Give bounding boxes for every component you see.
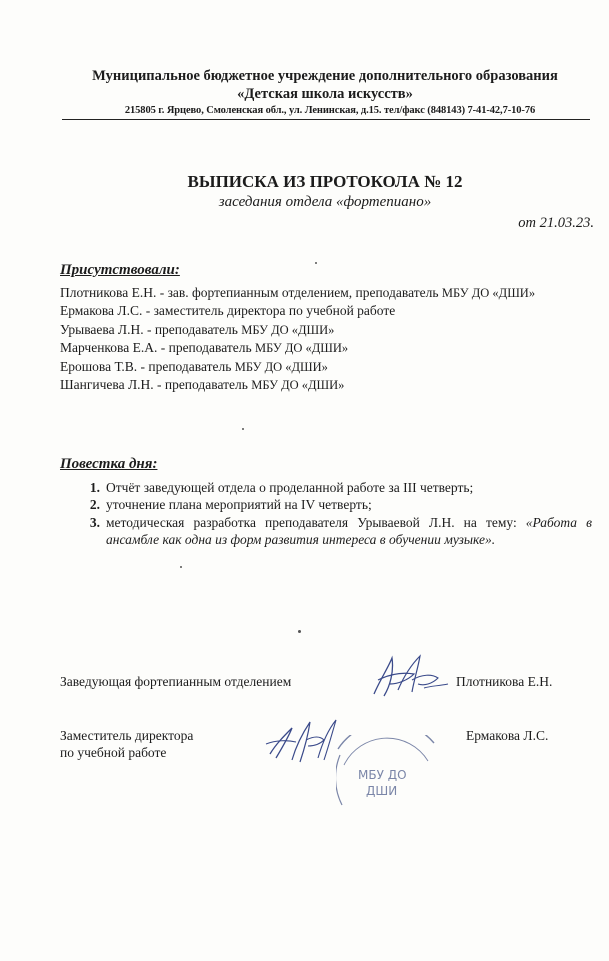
attendee-org: МБУ ДО «ДШИ»	[241, 322, 335, 337]
agenda-item	[60, 496, 592, 513]
scan-speck	[298, 630, 301, 633]
org-name: Муниципальное бюджетное учреждение дополнительного образования	[92, 68, 558, 84]
attendee-org: МБУ ДО «ДШИ»	[251, 378, 345, 393]
attendee-org: МБУ ДО «ДШИ»	[255, 341, 349, 356]
document-subtitle: заседания отдела «фортепиано»	[218, 194, 432, 210]
org-address: 215805 г. Ярцево, Смоленская обл., ул. Ленинская, д.15. тел/факс (848143) 7-41-42,7-10-76	[124, 105, 536, 116]
agenda-item	[60, 479, 592, 496]
agenda-number: 3.	[89, 514, 100, 530]
agenda-text: Отчёт заведующей отдела о проделанной работе за III четверть;	[106, 480, 474, 495]
stamp-line1: МБУ ДО	[358, 768, 407, 782]
attendee-text: Шангичева Л.Н. - преподаватель	[60, 377, 252, 393]
head-role: Заведующая фортепианным отделением	[60, 674, 292, 689]
attendee-text: Ерошова Т.В. - преподаватель	[60, 358, 235, 374]
deputy-role-line2: по учебной работе	[60, 745, 167, 760]
scan-speck	[242, 428, 244, 430]
attendee-item	[60, 339, 590, 357]
attendee-text: Урываева Л.Н. - преподаватель	[60, 321, 242, 337]
document-title: ВЫПИСКА ИЗ ПРОТОКОЛА № 12	[187, 172, 463, 191]
agenda-text: методическая разработка преподавателя Урываевой Л.Н. на тему:	[106, 514, 526, 530]
stamp-line2: ДШИ	[366, 784, 398, 798]
attendee-item	[60, 358, 590, 376]
attendee-item	[60, 321, 590, 339]
agenda-number: 2.	[89, 497, 100, 513]
attendee-text: Плотникова Е.Н. - зав. фортепианным отделением, преподаватель	[60, 285, 442, 300]
attendee-text: Марченкова Е.А. - преподаватель	[60, 340, 256, 356]
head-name: Плотникова Е.Н.	[456, 674, 553, 689]
agenda-text: уточнение плана мероприятий на IV четверть;	[106, 497, 372, 513]
attendee-org: МБУ ДО «ДШИ»	[441, 286, 536, 300]
attendee-item	[60, 284, 590, 302]
attendee-text: Ермакова Л.С. - заместитель директора по учебной работе	[60, 303, 396, 319]
deputy-signature-icon	[262, 714, 346, 770]
school-name: «Детская школа искусств»	[237, 86, 413, 102]
header-divider	[62, 119, 590, 120]
agenda-list	[60, 479, 592, 549]
agenda-heading: Повестка дня:	[60, 456, 158, 472]
attendee-item	[60, 376, 590, 394]
agenda-item	[60, 514, 592, 549]
attendance-heading: Присутствовали:	[60, 262, 180, 278]
agenda-topic-quote: «Работа в ансамбле как одна из форм развития интереса в обучении музыке».	[106, 514, 592, 548]
attendee-org: МБУ ДО «ДШИ»	[234, 359, 328, 374]
scan-speck	[180, 566, 182, 568]
deputy-name: Ермакова Л.С.	[466, 728, 549, 743]
scan-speck	[315, 262, 317, 264]
head-signature-icon	[368, 650, 452, 702]
attendee-item	[60, 302, 590, 320]
deputy-role-line1: Заместитель директора	[60, 728, 194, 743]
stamp-icon	[336, 735, 436, 807]
agenda-number: 1.	[89, 480, 100, 495]
document-date: от 21.03.23.	[518, 215, 594, 231]
attendee-list	[60, 284, 590, 394]
